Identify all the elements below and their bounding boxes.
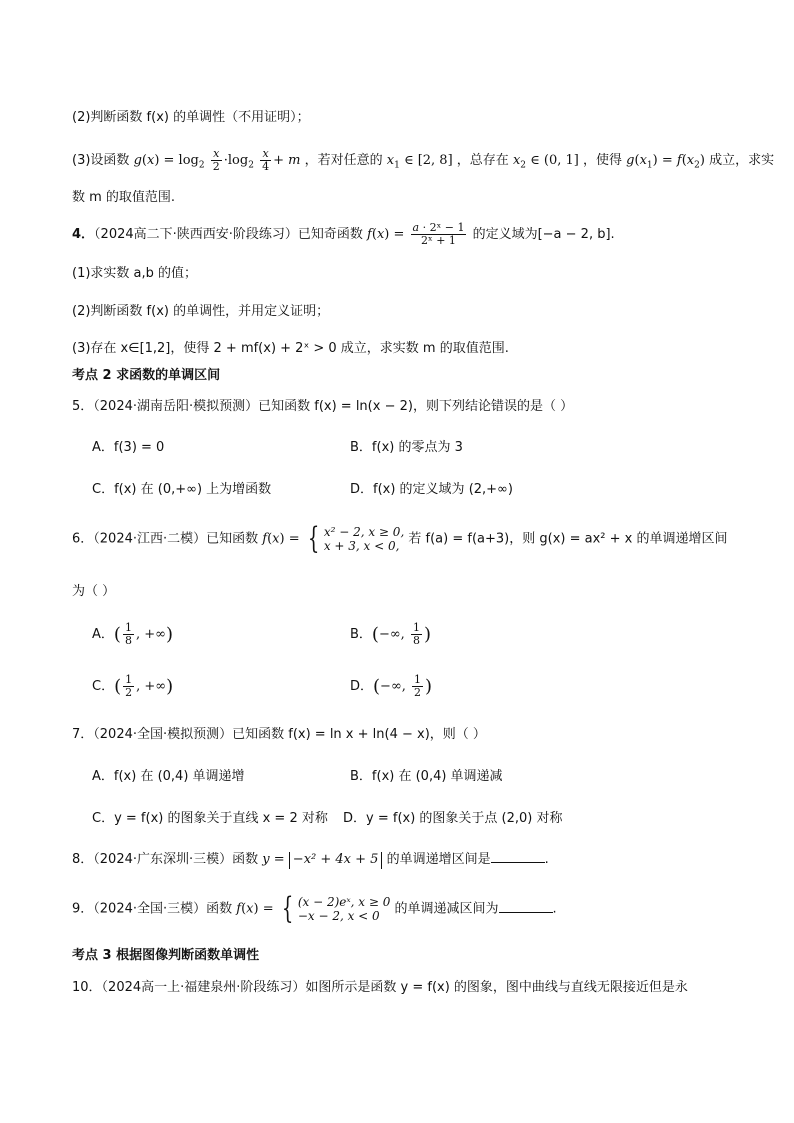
q3-part3-cont: 数 m 的取值范围. — [72, 190, 176, 205]
q6-condition: 若 f(a) = f(a+3)，则 g(x) = ax² + x 的单调递增区间 — [408, 531, 728, 547]
q5-option-d: D．f(x) 的定义域为 (2,+∞) — [350, 482, 513, 497]
q6-option-b: B．(−∞, $\frac{1}{8}$ ) — [350, 621, 431, 648]
q6-case-2: x + 3, x < 0, — [323, 539, 400, 553]
question-5: 5．（2024·湖南岳阳·模拟预测）已知函数 f(x) = ln(x − 2)，则下列结论错误的是（ ） — [72, 399, 574, 414]
q7-option-a: A．f(x) 在 (0,4) 单调递增 — [92, 769, 245, 784]
q4-source: （2024高二下·陕西西安·阶段练习）已知奇函数 — [94, 227, 363, 243]
q8-expression: −x² + 4x + 5 — [289, 852, 383, 869]
q9-case-1: (x − 2)eˣ, x ≥ 0 — [297, 894, 391, 909]
q8-answer-blank — [491, 850, 545, 863]
q5-option-c: C．f(x) 在 (0,+∞) 上为增函数 — [92, 482, 272, 497]
q4-number: 4． — [72, 227, 95, 243]
q6-option-d: D．(−∞, $\frac{1}{2}$ ) — [350, 673, 433, 700]
question-6: 6．（2024·江西·二模）已知函数 f(x) = { x² − 2, x ≥ 0, x + 3, x < 0, 若 f(a) = f(a+3)，则 g(x) = ax² + x 的单调递增区间 — [72, 521, 728, 556]
q8-intro: 8．（2024·广东深圳·三模）函数 — [72, 852, 259, 867]
q3-part2: (2)判断函数 f(x) 的单调性（不用证明）； — [72, 110, 310, 125]
question-8: 8．（2024·广东深圳·三模）函数 y = −x² + 4x + 5 的单调递增区间是 . — [72, 852, 549, 867]
q4-part2: (2)判断函数 f(x) 的单调性，并用定义证明； — [72, 304, 330, 319]
question-9: 9．（2024·全国·三模）函数 f(x) = { (x − 2)eˣ, x ≥ 0 −x − 2, x < 0 的单调递减区间为 . — [72, 891, 557, 926]
question-10: 10．（2024高一上·福建泉州·阶段练习）如图所示是函数 y = f(x) 的图象，图中曲线与直线无限接近但是永 — [72, 980, 688, 995]
q5-option-b: B．f(x) 的零点为 3 — [350, 440, 463, 455]
q6-case-1: x² − 2, x ≥ 0, — [323, 524, 405, 539]
q9-answer-blank — [499, 900, 553, 913]
q5-option-a: A．f(3) = 0 — [92, 440, 165, 455]
q6-tail: 为（ ） — [72, 584, 116, 599]
q9-tail: 的单调递减区间为 — [394, 901, 499, 917]
question-7: 7．（2024·全国·模拟预测）已知函数 f(x) = ln x + ln(4 − x)，则（ ） — [72, 727, 486, 742]
q6-option-c: C．( $\frac{1}{2}$ , +∞) — [92, 673, 174, 700]
q8-tail: 的单调递增区间是 — [386, 852, 491, 867]
q4-part1: (1)求实数 a,b 的值； — [72, 266, 198, 281]
q4-part3: (3)存在 x∈[1,2]，使得 2 + mf(x) + 2ˣ > 0 成立，求实数 m 的取值范围. — [72, 341, 509, 356]
q7-option-c: C．y = f(x) 的图象关于直线 x = 2 对称 — [92, 811, 328, 826]
section-3-heading: 考点 3 根据图像判断函数单调性 — [72, 948, 260, 963]
q6-option-a: A．( $\frac{1}{8}$ , +∞) — [92, 621, 173, 648]
q9-intro: 9．（2024·全国·三模）函数 — [72, 901, 233, 917]
q7-option-b: B．f(x) 在 (0,4) 单调递减 — [350, 769, 503, 784]
q7-option-d: D．y = f(x) 的图象关于点 (2,0) 对称 — [343, 811, 563, 826]
section-2-heading: 考点 2 求函数的单调区间 — [72, 368, 221, 383]
q3-part3: (3)设函数 $g(x) = \log_2$ $\frac{x}{2}$ $\cdot\log_2$ $\frac{x}{4}$ + m ，若对任意的 $x_1$ ∈ [2, 8] ，总存在 $x_2$ ∈ (0, 1] ，使得 $g(x_1) = f(x_2)$ 成立，求实 — [72, 147, 775, 174]
q6-intro: 6．（2024·江西·二模）已知函数 — [72, 531, 259, 547]
question-4: 4．（2024高二下·陕西西安·阶段练习）已知奇函数 f(x) = $\frac{\text{a · 2ˣ − 1}}{\text{2ˣ + 1}}$ 的定义域为[−a − 2, b]. — [72, 221, 615, 248]
q4-domain: 的定义域为[−a − 2, b]. — [472, 227, 615, 243]
q9-case-2: −x − 2, x < 0 — [297, 909, 380, 923]
q3-part3-intro: (3)设函数 — [72, 153, 130, 169]
